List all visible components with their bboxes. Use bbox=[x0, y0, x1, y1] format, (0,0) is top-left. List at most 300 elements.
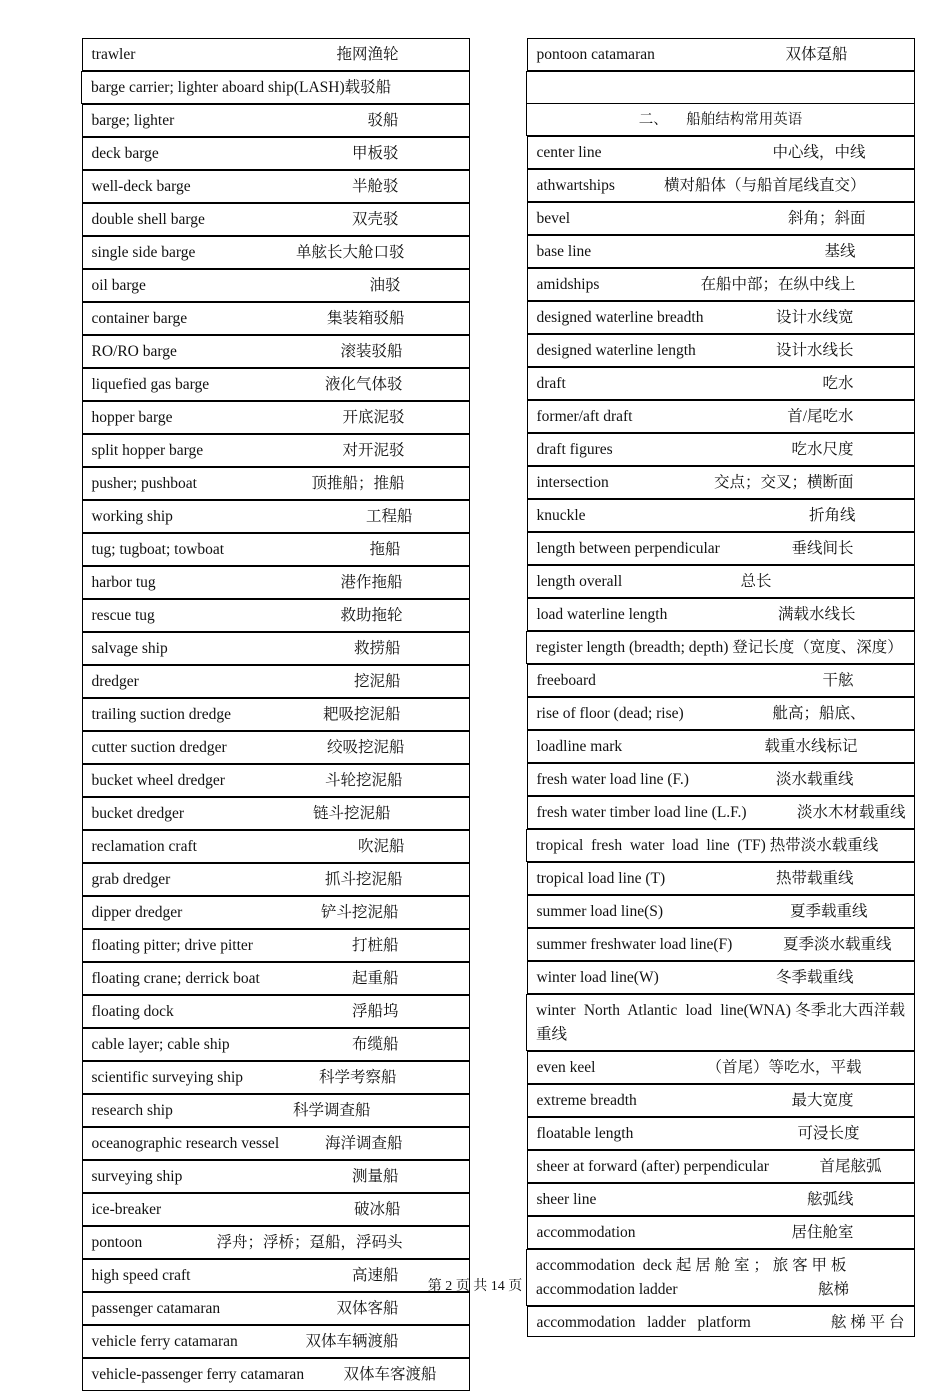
term-chinese: 甲板驳 bbox=[351, 145, 399, 162]
table-row bbox=[527, 664, 915, 698]
table-row bbox=[82, 72, 470, 104]
term-english: accommodation deck bbox=[536, 1257, 673, 1274]
term-english: harbor tug bbox=[91, 574, 156, 591]
term-chinese: 耙吸挖泥船 bbox=[322, 706, 401, 723]
term-chinese: 在船中部；在纵中线上 bbox=[700, 276, 856, 293]
table-cell bbox=[82, 698, 470, 731]
table-cell bbox=[527, 169, 915, 202]
term-chinese: 链斗挖泥船 bbox=[312, 805, 391, 822]
table-cell bbox=[82, 533, 470, 566]
table-row bbox=[527, 301, 915, 334]
table-row bbox=[82, 368, 470, 401]
table-cell bbox=[82, 962, 470, 995]
term-chinese: 双体趸船 bbox=[785, 46, 848, 63]
term-english: loadline mark bbox=[536, 738, 623, 755]
table-cell bbox=[82, 1061, 470, 1094]
table-cell bbox=[527, 1084, 915, 1117]
term-chinese: 舷梯 bbox=[817, 1281, 849, 1298]
table-row bbox=[82, 1061, 470, 1094]
term-english: pontoon bbox=[91, 1234, 143, 1251]
term-chinese: 最大宽度 bbox=[791, 1092, 854, 1109]
term-english: fresh water load line (F.) bbox=[536, 771, 689, 788]
table-cell bbox=[82, 1160, 470, 1193]
table-cell bbox=[82, 929, 470, 962]
table-row bbox=[527, 995, 915, 1051]
term-chinese: 抓斗挖泥船 bbox=[324, 871, 403, 888]
table-cell bbox=[82, 995, 470, 1028]
term-chinese: 科学考察船 bbox=[318, 1069, 397, 1086]
table-row bbox=[527, 895, 915, 928]
term-english: designed waterline length bbox=[536, 342, 696, 359]
term-english: single side barge bbox=[91, 244, 196, 261]
table-row bbox=[527, 499, 915, 532]
table-row bbox=[82, 1028, 470, 1061]
term-english: trailing suction dredge bbox=[91, 706, 231, 723]
term-english: reclamation craft bbox=[91, 838, 197, 855]
table-cell bbox=[527, 632, 915, 664]
term-english: cutter suction dredger bbox=[91, 739, 227, 756]
table-cell bbox=[82, 632, 470, 665]
term-english: winter North Atlantic load line(WNA) bbox=[536, 1002, 791, 1019]
term-chinese: 干舷 bbox=[822, 672, 854, 689]
section-heading: 二、 船舶结构常用英语 bbox=[638, 112, 803, 128]
term-english: container barge bbox=[91, 310, 188, 327]
table-row bbox=[527, 202, 915, 235]
table-row bbox=[82, 698, 470, 731]
term-english: length overall bbox=[536, 573, 623, 590]
term-chinese: 驳船 bbox=[367, 112, 399, 129]
table-cell bbox=[527, 565, 915, 598]
table-row bbox=[527, 1216, 915, 1250]
term-chinese: 开底泥驳 bbox=[342, 409, 405, 426]
table-row bbox=[527, 1084, 915, 1117]
table-cell bbox=[82, 731, 470, 764]
table-row bbox=[82, 170, 470, 203]
term-chinese: 满载水线长 bbox=[777, 606, 856, 623]
table-row bbox=[527, 565, 915, 598]
term-english: sheer line bbox=[536, 1191, 597, 1208]
term-english: scientific surveying ship bbox=[91, 1069, 244, 1086]
term-english: hopper barge bbox=[91, 409, 173, 426]
term-chinese: 对开泥驳 bbox=[342, 442, 405, 459]
term-english: trawler bbox=[91, 46, 136, 63]
table-row bbox=[82, 929, 470, 962]
term-english: floatable length bbox=[536, 1125, 634, 1142]
term-chinese: 冬季载重线 bbox=[775, 969, 854, 986]
term-english: passenger catamaran bbox=[91, 1300, 221, 1317]
term-english: tropical fresh water load line (TF) bbox=[536, 837, 766, 854]
table-cell bbox=[527, 862, 915, 895]
term-chinese: 热带淡水载重线 bbox=[769, 837, 879, 854]
table-cell bbox=[82, 665, 470, 698]
term-english: ice-breaker bbox=[91, 1201, 162, 1218]
table-cell bbox=[82, 1358, 470, 1391]
term-english: bucket dredger bbox=[91, 805, 185, 822]
table-cell bbox=[527, 1216, 915, 1249]
table-cell bbox=[527, 202, 915, 235]
table-cell bbox=[527, 136, 915, 169]
table-cell bbox=[527, 367, 915, 400]
term-chinese: 浮船坞 bbox=[351, 1003, 399, 1020]
term-english: base line bbox=[536, 243, 592, 260]
term-chinese: 可浸长度 bbox=[797, 1125, 860, 1142]
term-chinese: 首尾舷弧 bbox=[819, 1158, 882, 1175]
term-chinese: 破冰船 bbox=[353, 1201, 401, 1218]
table-row bbox=[82, 995, 470, 1028]
table-row bbox=[527, 38, 915, 72]
table-row bbox=[82, 203, 470, 236]
table-cell bbox=[82, 170, 470, 203]
term-chinese: 折角线 bbox=[808, 507, 856, 524]
term-english: draft bbox=[536, 375, 566, 392]
table-cell bbox=[527, 664, 915, 697]
table-cell bbox=[527, 961, 915, 994]
term-chinese: 垂线间长 bbox=[791, 540, 854, 557]
term-english: salvage ship bbox=[91, 640, 168, 657]
table-cell bbox=[527, 235, 915, 268]
table-cell bbox=[527, 38, 915, 71]
table-cell bbox=[527, 1183, 915, 1216]
term-english: floating dock bbox=[91, 1003, 174, 1020]
term-chinese: 油驳 bbox=[369, 277, 401, 294]
table-row bbox=[82, 896, 470, 929]
term-chinese: 居住舱室 bbox=[791, 1224, 854, 1241]
table-row bbox=[527, 1306, 915, 1338]
table-cell bbox=[82, 335, 470, 368]
page-footer: 第 2 页 共 14 页 bbox=[427, 1279, 523, 1294]
term-english: winter load line(W) bbox=[536, 969, 659, 986]
term-chinese: 横对船体（与船首尾线直交） bbox=[663, 177, 866, 194]
term-english: intersection bbox=[536, 474, 609, 491]
table-row bbox=[82, 302, 470, 335]
table-row bbox=[82, 104, 470, 138]
table-row bbox=[527, 730, 915, 763]
term-english: well-deck barge bbox=[91, 178, 191, 195]
term-chinese: 工程船 bbox=[365, 508, 413, 525]
table-cell bbox=[527, 895, 915, 928]
term-chinese: 中心线，中线 bbox=[772, 144, 866, 161]
term-english: research ship bbox=[91, 1102, 173, 1119]
table-cell bbox=[82, 1325, 470, 1358]
term-english: length between perpendicular bbox=[536, 540, 720, 557]
term-english: knuckle bbox=[536, 507, 586, 524]
term-english: bucket wheel dredger bbox=[91, 772, 225, 789]
table-row bbox=[527, 598, 915, 632]
table-row bbox=[527, 466, 915, 499]
table-cell bbox=[82, 863, 470, 896]
term-english: RO/RO barge bbox=[91, 343, 177, 360]
term-english: bevel bbox=[536, 210, 571, 227]
table-row bbox=[82, 533, 470, 566]
term-chinese: 港作拖船 bbox=[340, 574, 403, 591]
table-cell bbox=[527, 433, 915, 466]
table-cell bbox=[527, 400, 915, 433]
term-chinese: 双体车辆渡船 bbox=[305, 1333, 399, 1350]
term-english: pontoon catamaran bbox=[536, 46, 655, 63]
term-english: floating pitter; drive pitter bbox=[91, 937, 253, 954]
term-chinese: 拖网渔轮 bbox=[336, 46, 399, 63]
table-cell bbox=[82, 401, 470, 434]
table-row bbox=[527, 632, 915, 664]
table-cell bbox=[527, 301, 915, 334]
term-english: surveying ship bbox=[91, 1168, 183, 1185]
term-english: oil barge bbox=[91, 277, 146, 294]
table-row bbox=[82, 1358, 470, 1391]
term-english: athwartships bbox=[536, 177, 615, 194]
table-row bbox=[527, 796, 915, 830]
table-cell bbox=[527, 697, 915, 730]
table-cell bbox=[527, 268, 915, 301]
table-row bbox=[527, 169, 915, 202]
table-cell bbox=[527, 1306, 915, 1337]
term-chinese: 设计水线宽 bbox=[775, 309, 854, 326]
term-english: tug; tugboat; towboat bbox=[91, 541, 225, 558]
term-chinese: 首/尾吃水 bbox=[787, 408, 854, 425]
table-row bbox=[527, 1051, 915, 1085]
table-row bbox=[82, 764, 470, 797]
table-cell bbox=[82, 1028, 470, 1061]
term-chinese: 舷弧线 bbox=[806, 1191, 854, 1208]
term-chinese: 海洋调查船 bbox=[324, 1135, 403, 1152]
term-chinese: 起 居 舱 室 ； 旅 客 甲 板 bbox=[675, 1257, 847, 1274]
table-row bbox=[82, 1226, 470, 1259]
table-row bbox=[82, 236, 470, 269]
table-row bbox=[527, 72, 915, 104]
term-chinese: 吹泥船 bbox=[357, 838, 405, 855]
table-cell bbox=[527, 995, 915, 1051]
table-row bbox=[82, 467, 470, 500]
term-chinese: 高速船 bbox=[351, 1267, 399, 1284]
term-chinese: 科学调查船 bbox=[292, 1102, 371, 1119]
term-english: even keel bbox=[536, 1059, 596, 1076]
table-row bbox=[82, 38, 470, 72]
table-cell bbox=[82, 236, 470, 269]
table-cell bbox=[82, 566, 470, 599]
term-english: oceanographic research vessel bbox=[91, 1135, 280, 1152]
table-cell bbox=[82, 1226, 470, 1259]
term-english: grab dredger bbox=[91, 871, 171, 888]
term-chinese: 绞吸挖泥船 bbox=[326, 739, 405, 756]
term-chinese: 测量船 bbox=[351, 1168, 399, 1185]
term-chinese: 顶推船；推船 bbox=[311, 475, 405, 492]
term-english: freeboard bbox=[536, 672, 596, 689]
term-english: fresh water timber load line (L.F.) bbox=[536, 804, 747, 821]
table-cell bbox=[527, 796, 915, 829]
table-row bbox=[82, 731, 470, 764]
term-chinese: 淡水载重线 bbox=[775, 771, 854, 788]
term-chinese: 单舷长大舱口驳 bbox=[295, 244, 405, 261]
term-chinese: 布缆船 bbox=[351, 1036, 399, 1053]
term-chinese: 铲斗挖泥船 bbox=[320, 904, 399, 921]
term-english: barge; lighter bbox=[91, 112, 175, 129]
term-english: high speed craft bbox=[91, 1267, 191, 1284]
term-chinese: 半舱驳 bbox=[351, 178, 399, 195]
term-chinese: 双体客船 bbox=[336, 1300, 399, 1317]
table-row bbox=[82, 962, 470, 995]
term-chinese: 交点；交叉；横断面 bbox=[713, 474, 854, 491]
term-chinese: 淡水木材载重线 bbox=[796, 804, 906, 821]
table-cell bbox=[82, 72, 470, 104]
table-row bbox=[82, 632, 470, 665]
term-english: amidships bbox=[536, 276, 600, 293]
table-cell bbox=[527, 334, 915, 367]
term-chinese: 吃水尺度 bbox=[791, 441, 854, 458]
table-cell bbox=[82, 203, 470, 236]
term-chinese: 救捞船 bbox=[353, 640, 401, 657]
term-english: vehicle-passenger ferry catamaran bbox=[91, 1366, 305, 1383]
term-english: center line bbox=[536, 144, 602, 161]
term-english: liquefied gas barge bbox=[91, 376, 210, 393]
term-english: accommodation ladder platform bbox=[536, 1314, 751, 1331]
term-chinese: 救助拖轮 bbox=[340, 607, 403, 624]
table-cell bbox=[527, 466, 915, 499]
table-cell bbox=[82, 797, 470, 830]
table-cell bbox=[527, 763, 915, 796]
table-row bbox=[82, 665, 470, 698]
table-row bbox=[527, 697, 915, 730]
table-cell bbox=[82, 467, 470, 500]
term-chinese: 液化气体驳 bbox=[324, 376, 403, 393]
section-heading-row bbox=[527, 104, 915, 136]
term-chinese: 集装箱驳船 bbox=[326, 310, 405, 327]
term-chinese: 夏季载重线 bbox=[789, 903, 868, 920]
term-chinese: 登记长度（宽度、深度） bbox=[732, 639, 903, 656]
table-cell bbox=[527, 1150, 915, 1183]
term-english: vehicle ferry catamaran bbox=[91, 1333, 238, 1350]
table-row bbox=[527, 235, 915, 268]
table-cell bbox=[527, 72, 915, 104]
term-english: floating crane; derrick boat bbox=[91, 970, 260, 987]
term-english: rescue tug bbox=[91, 607, 155, 624]
term-english: sheer at forward (after) perpendicular bbox=[536, 1158, 769, 1175]
term-chinese: 起重船 bbox=[351, 970, 399, 987]
term-chinese: 斜角；斜面 bbox=[787, 210, 866, 227]
term-english: deck barge bbox=[91, 145, 159, 162]
term-chinese: 总长 bbox=[740, 573, 772, 590]
term-chinese: 冬季北大西洋载重线 bbox=[536, 1002, 905, 1043]
term-english: dipper dredger bbox=[91, 904, 183, 921]
table-row bbox=[82, 1193, 470, 1226]
term-english: barge carrier; lighter aboard ship(LASH)载驳船 bbox=[91, 79, 392, 96]
table-cell bbox=[527, 830, 915, 862]
table-row bbox=[82, 335, 470, 368]
table-row bbox=[527, 763, 915, 796]
table-row bbox=[82, 863, 470, 896]
term-english: double shell barge bbox=[91, 211, 205, 228]
table-row bbox=[82, 500, 470, 533]
table-cell bbox=[82, 1094, 470, 1127]
table-cell bbox=[82, 830, 470, 863]
table-row bbox=[527, 1117, 915, 1150]
table-cell bbox=[527, 1117, 915, 1150]
term-english: rise of floor (dead; rise) bbox=[536, 705, 684, 722]
term-chinese: 浮舟；浮桥；趸船，浮码头 bbox=[216, 1234, 403, 1251]
term-chinese: 舭高；船底、 bbox=[772, 705, 866, 722]
term-english: accommodation ladder bbox=[536, 1281, 678, 1298]
term-chinese: 夏季淡水载重线 bbox=[782, 936, 892, 953]
table-row bbox=[82, 1094, 470, 1127]
term-chinese: 斗轮挖泥船 bbox=[324, 772, 403, 789]
table-row bbox=[527, 862, 915, 896]
table-row bbox=[527, 532, 915, 565]
table-row bbox=[82, 1325, 470, 1358]
term-english: cable layer; cable ship bbox=[91, 1036, 230, 1053]
table-cell bbox=[527, 532, 915, 565]
term-chinese: 舷 梯 平 台 bbox=[830, 1314, 905, 1331]
table-cell bbox=[527, 598, 915, 631]
table-cell bbox=[527, 104, 915, 136]
table-row bbox=[82, 401, 470, 434]
term-english: dredger bbox=[91, 673, 139, 690]
table-row bbox=[527, 830, 915, 862]
table-row bbox=[82, 137, 470, 170]
table-row bbox=[82, 1292, 470, 1325]
term-english: extreme breadth bbox=[536, 1092, 637, 1109]
table-row bbox=[527, 367, 915, 400]
table-row bbox=[527, 433, 915, 466]
term-chinese: （首尾）等吃水，平载 bbox=[706, 1059, 862, 1076]
table-row bbox=[527, 136, 915, 170]
table-cell bbox=[82, 434, 470, 467]
term-chinese: 热带载重线 bbox=[775, 870, 854, 887]
table-cell bbox=[527, 499, 915, 532]
term-english: pusher; pushboat bbox=[91, 475, 197, 492]
term-chinese: 基线 bbox=[824, 243, 856, 260]
term-chinese: 打桩船 bbox=[351, 937, 399, 954]
term-chinese: 拖船 bbox=[369, 541, 401, 558]
left-term-table bbox=[81, 38, 470, 1391]
table-cell bbox=[82, 368, 470, 401]
term-english: former/aft draft bbox=[536, 408, 633, 425]
table-row bbox=[527, 961, 915, 995]
table-row bbox=[527, 928, 915, 961]
table-cell bbox=[82, 599, 470, 632]
term-english: draft figures bbox=[536, 441, 613, 458]
table-cell bbox=[82, 500, 470, 533]
table-row bbox=[82, 797, 470, 830]
table-row bbox=[527, 268, 915, 301]
table-row bbox=[82, 434, 470, 467]
table-cell bbox=[527, 928, 915, 961]
term-english: load waterline length bbox=[536, 606, 668, 623]
table-cell bbox=[82, 269, 470, 302]
term-english: working ship bbox=[91, 508, 173, 525]
term-english: summer load line(S) bbox=[536, 903, 664, 920]
term-english: register length (breadth; depth) bbox=[536, 639, 729, 656]
table-cell bbox=[82, 1193, 470, 1226]
term-chinese: 设计水线长 bbox=[775, 342, 854, 359]
table-cell bbox=[82, 764, 470, 797]
table-row bbox=[527, 400, 915, 433]
table-row bbox=[82, 269, 470, 302]
table-cell bbox=[527, 730, 915, 763]
term-chinese: 吃水 bbox=[822, 375, 854, 392]
table-row bbox=[527, 334, 915, 367]
table-cell bbox=[82, 302, 470, 335]
table-row bbox=[82, 830, 470, 863]
table-cell bbox=[82, 38, 470, 71]
table-cell bbox=[527, 1051, 915, 1084]
table-cell bbox=[82, 137, 470, 170]
right-term-table bbox=[526, 38, 915, 1337]
term-chinese: 双体车客渡船 bbox=[343, 1366, 437, 1383]
term-english: tropical load line (T) bbox=[536, 870, 666, 887]
term-english: designed waterline breadth bbox=[536, 309, 704, 326]
term-english: split hopper barge bbox=[91, 442, 204, 459]
table-row bbox=[82, 1160, 470, 1193]
term-chinese: 挖泥船 bbox=[353, 673, 401, 690]
term-english: summer freshwater load line(F) bbox=[536, 936, 733, 953]
